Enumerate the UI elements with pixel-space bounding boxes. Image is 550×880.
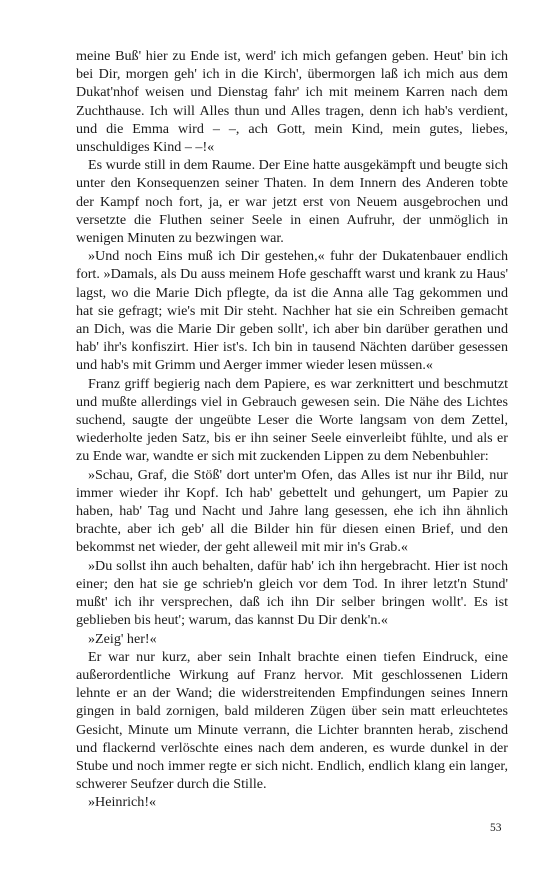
page-body: [76, 47, 508, 812]
paragraph: »Schau, Graf, die Stöß' dort unter'm Ofen, das Alles ist nur ihr Bild, nur immer wieder ihr Kopf. Ich hab' gebettelt und gehungert, um Papier zu haben, hab' Tag und Nacht und Jahre lang gesessen, ehe ich ihn ähnlich brachte, aber ich geb' all die Bilder hin für diesen einen Brief, und den bekommst net wieder, der geht alleweil mit mir in's Grab.«: [76, 466, 508, 556]
paragraph: Es wurde still in dem Raume. Der Eine hatte ausgekämpft und beugte sich unter den Konsequenzen seiner Thaten. In dem Innern des Anderen tobte der Kampf noch fort, ja, er war jetzt erst von Neuem ausgebrochen und versetzte die Fluthen seiner Seele in einen Aufruhr, der unmöglich in wenigen Minuten zu bezwingen war.: [76, 157, 508, 247]
page-number: 53: [490, 822, 502, 834]
paragraph: »Heinrich!«: [88, 794, 157, 811]
paragraph: Er war nur kurz, aber sein Inhalt brachte einen tiefen Eindruck, eine außerordentliche Wirkung auf Franz hervor. Mit geschlossenen Lidern lehnte er an der Wand; die widerstreitenden Empfindungen seines Innern gingen in bald zornigen, bald milderen Zügen über sein matt erleuchtetes Gesicht, Minute um Minute verrann, die Lichter brannten herab, zischend und flackernd verlöschte eines nach dem anderen, es wurde dunkel in der Stube und noch immer regte er sich nicht. Endlich, endlich klang ein langer, schwerer Seufzer durch die Stille.: [76, 648, 508, 793]
paragraph: Franz griff begierig nach dem Papiere, es war zerknittert und beschmutzt und mußte allerdings viel in Gebrauch gewesen sein. Die Nähe des Lichtes suchend, saugte der ungeübte Leser die Worte langsam von dem Zettel, wiederholte jeden Satz, bis er ihn seiner Seele einverleibt fühlte, und als er zu Ende war, wandte er sich mit zuckenden Lippen zu dem Nebenbuhler:: [76, 375, 508, 465]
paragraph: meine Buß' hier zu Ende ist, werd' ich mich gefangen geben. Heut' bin ich bei Dir, morgen geh' ich in die Kirch', übermorgen laß ich mich aus dem Dukat'nhof weisen und Dienstag fahr' ich mit meinem Karren nach dem Zuchthause. Ich will Alles thun und Alles tragen, denn ich hab's verdient, und die Emma wird – –, ach Gott, mein Kind, mein gutes, liebes, unschuldiges Kind – –!«: [76, 48, 508, 156]
paragraph: »Und noch Eins muß ich Dir gestehen,« fuhr der Dukatenbauer endlich fort. »Damals, als Du auss meinem Hofe geschafft warst und krank zu Haus' lagst, wo die Marie Dich pflegte, da ist die Anna alle Tag gekommen und hat sie gefragt; wie's mit Dir steht. Nachher hat sie ein Schreiben gemacht an Dich, was die Marie Dir geben sollt', ich aber bin darüber gerathen und hab' ihr's konfiszirt. Hier ist's. Ich bin in tausend Nächten darüber gesessen und hab's mit Grimm und Aerger immer wieder lesen müssen.«: [76, 248, 508, 374]
paragraph: »Du sollst ihn auch behalten, dafür hab' ich ihn hergebracht. Hier ist noch einer; den hat sie ge schrieb'n gleich vor dem Tod. In ihrer letzt'n Stund' mußt' ich ihr versprechen, daß ich ihn Dir selber bringen wollt'. Es ist geblieben bis heut'; warum, das kannst Du Dir denk'n.«: [76, 557, 508, 629]
paragraph: »Zeig' her!«: [88, 630, 157, 647]
